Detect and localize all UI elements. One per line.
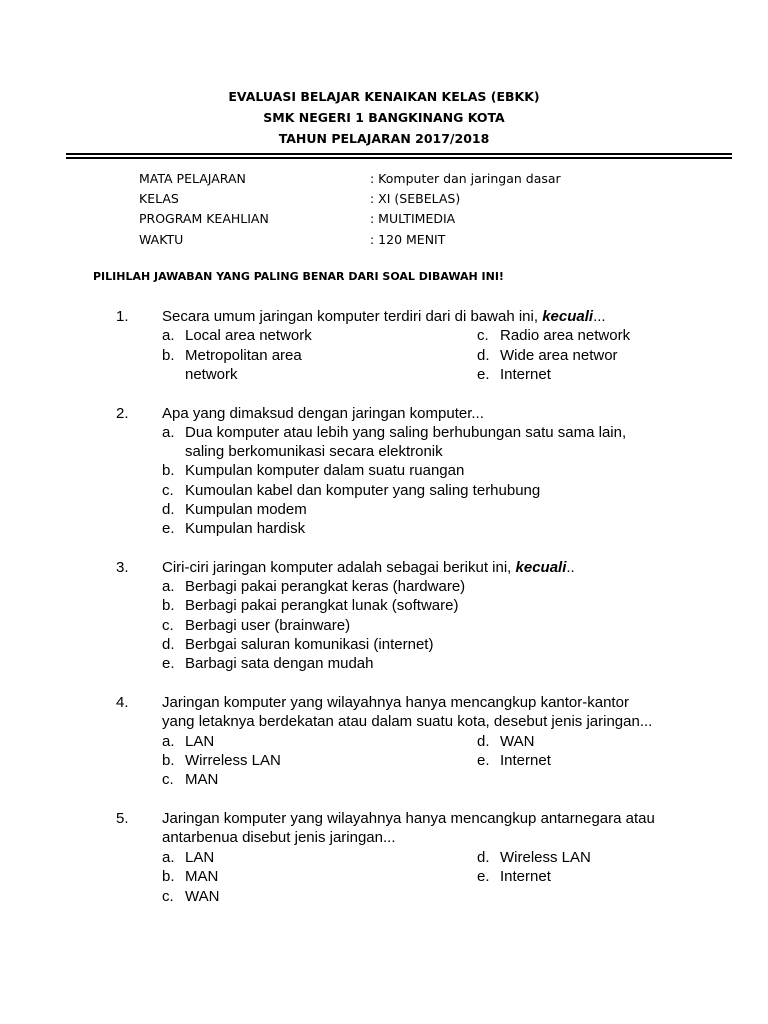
option-d: d. Berbgai saluran komunikasi (internet)	[162, 636, 434, 653]
meta-value-class: : XI (SEBELAS)	[370, 191, 461, 206]
option-a: a. Berbagi pakai perangkat keras (hardware)	[162, 578, 466, 595]
option-b: b. Kumpulan komputer dalam suatu ruangan	[162, 462, 465, 479]
option-d: d. Wide area networ	[477, 347, 618, 364]
option-c: c. Kumoulan kabel dan komputer yang saling terhubung	[162, 482, 541, 499]
option-e: e. Barbagi sata dengan mudah	[162, 655, 374, 672]
meta-value-program: : MULTIMEDIA	[370, 211, 456, 226]
meta-value-subject: : Komputer dan jaringan dasar	[370, 171, 561, 186]
option-b-continued: network	[185, 366, 238, 383]
header-rule-bottom	[66, 157, 732, 159]
meta-label-class: KELAS	[139, 191, 179, 206]
option-c: c. MAN	[162, 771, 219, 788]
option-a: a. LAN	[162, 733, 215, 750]
question-text: Apa yang dimaksud dengan jaringan komputer...	[162, 405, 484, 422]
question-text-continued: antarbenua disebut jenis jaringan...	[162, 829, 396, 846]
question-text-continued: yang letaknya berdekatan atau dalam suatu kota, desebut jenis jaringan...	[162, 713, 653, 730]
option-d: d. Kumpulan modem	[162, 501, 307, 518]
question-number: 5.	[116, 810, 129, 827]
question-keyword: kecuali	[542, 308, 594, 325]
instruction: PILIHLAH JAWABAN YANG PALING BENAR DARI SOAL DIBAWAH INI!	[93, 270, 504, 283]
option-e: e. Internet	[477, 366, 551, 383]
option-d: d. WAN	[477, 733, 535, 750]
question-number: 3.	[116, 559, 129, 576]
academic-year: TAHUN PELAJARAN 2017/2018	[278, 131, 490, 146]
question-number: 2.	[116, 405, 129, 422]
option-a: a. Local area network	[162, 327, 312, 344]
option-c: c. WAN	[162, 888, 220, 905]
question-text: Jaringan komputer yang wilayahnya hanya mencangkup antarnegara atau	[162, 810, 655, 827]
meta-label-program: PROGRAM KEAHLIAN	[139, 211, 269, 226]
option-b: b. Berbagi pakai perangkat lunak (software)	[162, 597, 459, 614]
question-number: 4.	[116, 694, 129, 711]
option-a-continued: saling berkomunikasi secara elektronik	[185, 443, 443, 460]
meta-label-time: WAKTU	[139, 232, 184, 247]
school-name: SMK NEGERI 1 BANGKINANG KOTA	[263, 110, 505, 125]
option-e: e. Kumpulan hardisk	[162, 520, 306, 537]
question-number: 1.	[116, 308, 129, 325]
exam-title: EVALUASI BELAJAR KENAIKAN KELAS (EBKK)	[228, 89, 540, 104]
option-e: e. Internet	[477, 868, 551, 885]
option-b: b. MAN	[162, 868, 219, 885]
question-text: Secara umum jaringan komputer terdiri dari di bawah ini, kecuali...	[162, 308, 606, 325]
option-b: b. Metropolitan area	[162, 347, 302, 364]
option-d: d. Wireless LAN	[477, 849, 591, 866]
meta-value-time: : 120 MENIT	[370, 232, 446, 247]
question-keyword: kecuali	[515, 559, 567, 576]
question-text: Jaringan komputer yang wilayahnya hanya mencangkup kantor-kantor	[162, 694, 629, 711]
option-c: c. Berbagi user (brainware)	[162, 617, 351, 634]
option-c: c. Radio area network	[477, 327, 631, 344]
option-a: a. Dua komputer atau lebih yang saling berhubungan satu sama lain,	[162, 424, 627, 441]
option-e: e. Internet	[477, 752, 551, 769]
header-rule-top	[66, 153, 732, 155]
question-text: Ciri-ciri jaringan komputer adalah sebagai berikut ini, kecuali..	[162, 559, 575, 576]
option-b: b. Wirreless LAN	[162, 752, 281, 769]
option-a: a. LAN	[162, 849, 215, 866]
meta-label-subject: MATA PELAJARAN	[139, 171, 246, 186]
